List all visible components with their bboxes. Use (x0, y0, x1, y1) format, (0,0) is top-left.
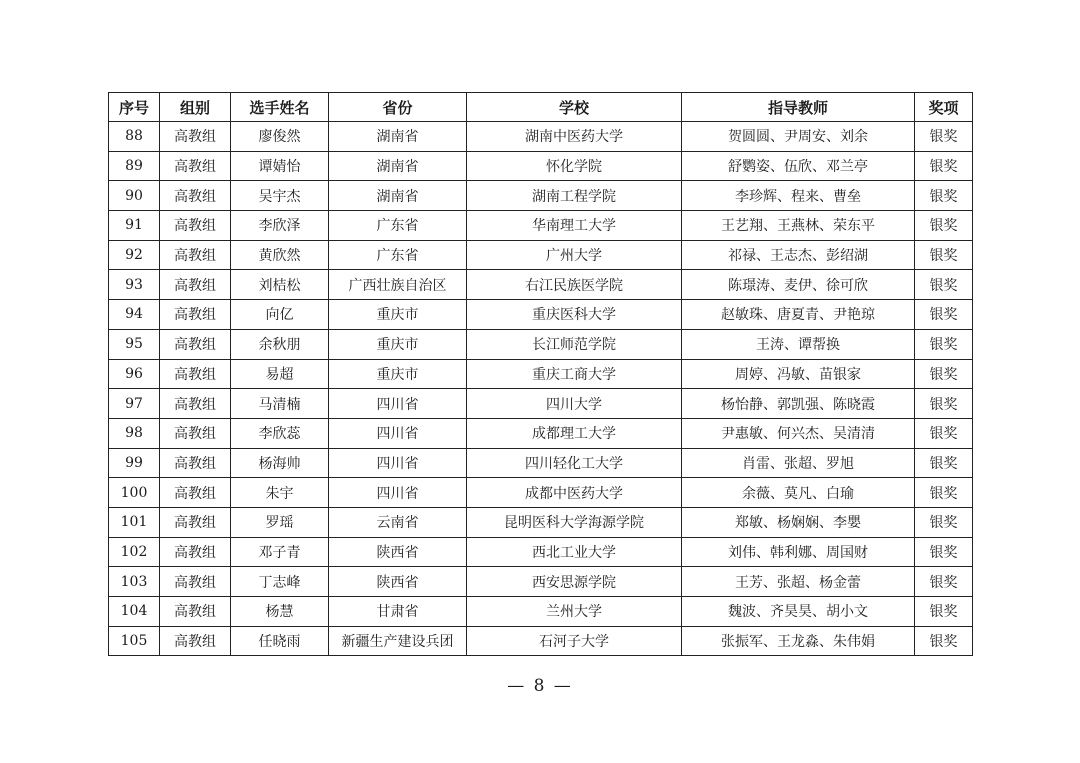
cell-name: 罗瑶 (231, 507, 329, 537)
cell-advisors: 王涛、谭帮换 (682, 329, 915, 359)
cell-name: 廖俊然 (231, 122, 329, 152)
cell-index: 101 (109, 507, 160, 537)
cell-province: 湖南省 (329, 122, 467, 152)
cell-index: 97 (109, 389, 160, 419)
cell-province: 四川省 (329, 389, 467, 419)
cell-advisors: 张振军、王龙淼、朱伟娟 (682, 626, 915, 656)
cell-name: 黄欣然 (231, 240, 329, 270)
cell-advisors: 郑敏、杨娴娴、李嬰 (682, 507, 915, 537)
cell-award: 银奖 (915, 567, 973, 597)
cell-advisors: 魏波、齐昊昊、胡小文 (682, 597, 915, 627)
cell-advisors: 刘伟、韩利娜、周国财 (682, 537, 915, 567)
cell-school: 西安思源学院 (467, 567, 682, 597)
cell-award: 银奖 (915, 478, 973, 508)
cell-province: 重庆市 (329, 300, 467, 330)
header-group: 组别 (160, 93, 231, 122)
cell-group: 高教组 (160, 151, 231, 181)
cell-index: 90 (109, 181, 160, 211)
cell-award: 银奖 (915, 418, 973, 448)
page-number: — 8 — (507, 676, 573, 696)
cell-award: 银奖 (915, 359, 973, 389)
cell-group: 高教组 (160, 329, 231, 359)
cell-index: 91 (109, 211, 160, 241)
cell-group: 高教组 (160, 448, 231, 478)
table-row (109, 270, 973, 300)
table-row (109, 181, 973, 211)
cell-name: 朱宇 (231, 478, 329, 508)
cell-index: 98 (109, 418, 160, 448)
cell-index: 99 (109, 448, 160, 478)
cell-school: 湖南工程学院 (467, 181, 682, 211)
cell-school: 长江师范学院 (467, 329, 682, 359)
cell-province: 四川省 (329, 418, 467, 448)
cell-advisors: 李珍辉、程来、曹垒 (682, 181, 915, 211)
table-row (109, 507, 973, 537)
cell-advisors: 肖雷、张超、罗旭 (682, 448, 915, 478)
cell-index: 105 (109, 626, 160, 656)
table-row (109, 448, 973, 478)
cell-award: 银奖 (915, 240, 973, 270)
cell-name: 马清楠 (231, 389, 329, 419)
cell-group: 高教组 (160, 478, 231, 508)
cell-province: 四川省 (329, 478, 467, 508)
cell-group: 高教组 (160, 300, 231, 330)
table-row (109, 300, 973, 330)
table-row (109, 151, 973, 181)
cell-advisors: 周婷、冯敏、苗银家 (682, 359, 915, 389)
header-advisors: 指导教师 (682, 93, 915, 122)
table-row (109, 418, 973, 448)
table-body (109, 122, 973, 656)
cell-award: 银奖 (915, 300, 973, 330)
table-row (109, 211, 973, 241)
cell-advisors: 余薇、莫凡、白瑜 (682, 478, 915, 508)
cell-award: 银奖 (915, 626, 973, 656)
cell-index: 104 (109, 597, 160, 627)
cell-province: 四川省 (329, 448, 467, 478)
cell-province: 广东省 (329, 240, 467, 270)
cell-advisors: 舒鹦姿、伍欣、邓兰亭 (682, 151, 915, 181)
cell-group: 高教组 (160, 122, 231, 152)
table-row (109, 478, 973, 508)
cell-index: 95 (109, 329, 160, 359)
cell-school: 广州大学 (467, 240, 682, 270)
cell-advisors: 杨怡静、郭凯强、陈晓霞 (682, 389, 915, 419)
cell-province: 广西壮族自治区 (329, 270, 467, 300)
cell-group: 高教组 (160, 567, 231, 597)
table-row (109, 240, 973, 270)
cell-group: 高教组 (160, 626, 231, 656)
cell-group: 高教组 (160, 181, 231, 211)
cell-school: 右江民族医学院 (467, 270, 682, 300)
cell-school: 西北工业大学 (467, 537, 682, 567)
cell-advisors: 祁禄、王志杰、彭绍湖 (682, 240, 915, 270)
cell-province: 陕西省 (329, 567, 467, 597)
cell-advisors: 赵敏珠、唐夏青、尹艳琼 (682, 300, 915, 330)
cell-group: 高教组 (160, 537, 231, 567)
cell-index: 94 (109, 300, 160, 330)
cell-province: 新疆生产建设兵团 (329, 626, 467, 656)
cell-province: 重庆市 (329, 359, 467, 389)
cell-school: 兰州大学 (467, 597, 682, 627)
cell-school: 湖南中医药大学 (467, 122, 682, 152)
cell-index: 103 (109, 567, 160, 597)
cell-name: 任晓雨 (231, 626, 329, 656)
cell-group: 高教组 (160, 597, 231, 627)
cell-name: 杨海帅 (231, 448, 329, 478)
cell-index: 89 (109, 151, 160, 181)
awards-table (108, 92, 973, 656)
header-name: 选手姓名 (231, 93, 329, 122)
cell-province: 陕西省 (329, 537, 467, 567)
header-index: 序号 (109, 93, 160, 122)
header-award: 奖项 (915, 93, 973, 122)
cell-name: 杨慧 (231, 597, 329, 627)
cell-award: 银奖 (915, 329, 973, 359)
table-row (109, 537, 973, 567)
cell-school: 重庆工商大学 (467, 359, 682, 389)
cell-province: 云南省 (329, 507, 467, 537)
cell-name: 丁志峰 (231, 567, 329, 597)
cell-award: 银奖 (915, 389, 973, 419)
cell-province: 湖南省 (329, 181, 467, 211)
cell-province: 重庆市 (329, 329, 467, 359)
cell-advisors: 王芳、张超、杨金蕾 (682, 567, 915, 597)
table-row (109, 567, 973, 597)
cell-school: 四川大学 (467, 389, 682, 419)
cell-name: 向亿 (231, 300, 329, 330)
table-row (109, 597, 973, 627)
table-row (109, 626, 973, 656)
cell-award: 银奖 (915, 211, 973, 241)
cell-school: 四川轻化工大学 (467, 448, 682, 478)
cell-school: 昆明医科大学海源学院 (467, 507, 682, 537)
cell-school: 成都中医药大学 (467, 478, 682, 508)
cell-award: 银奖 (915, 597, 973, 627)
cell-name: 邓子青 (231, 537, 329, 567)
table-row (109, 359, 973, 389)
cell-name: 李欣蕊 (231, 418, 329, 448)
cell-school: 怀化学院 (467, 151, 682, 181)
cell-province: 湖南省 (329, 151, 467, 181)
cell-advisors: 尹惠敏、何兴杰、吴清清 (682, 418, 915, 448)
cell-name: 李欣泽 (231, 211, 329, 241)
cell-group: 高教组 (160, 418, 231, 448)
cell-school: 华南理工大学 (467, 211, 682, 241)
cell-school: 重庆医科大学 (467, 300, 682, 330)
table-header-row (109, 93, 973, 122)
cell-name: 余秋朋 (231, 329, 329, 359)
cell-advisors: 王艺翔、王燕林、荣东平 (682, 211, 915, 241)
cell-group: 高教组 (160, 240, 231, 270)
cell-advisors: 陈璟涛、麦伊、徐可欣 (682, 270, 915, 300)
cell-index: 92 (109, 240, 160, 270)
cell-advisors: 贺圆圆、尹周安、刘余 (682, 122, 915, 152)
cell-award: 银奖 (915, 122, 973, 152)
cell-name: 谭婧怡 (231, 151, 329, 181)
table-row (109, 122, 973, 152)
cell-index: 102 (109, 537, 160, 567)
cell-index: 88 (109, 122, 160, 152)
cell-province: 广东省 (329, 211, 467, 241)
cell-index: 93 (109, 270, 160, 300)
cell-group: 高教组 (160, 389, 231, 419)
header-province: 省份 (329, 93, 467, 122)
cell-school: 石河子大学 (467, 626, 682, 656)
cell-school: 成都理工大学 (467, 418, 682, 448)
cell-award: 银奖 (915, 270, 973, 300)
cell-group: 高教组 (160, 270, 231, 300)
cell-name: 吴宇杰 (231, 181, 329, 211)
cell-award: 银奖 (915, 507, 973, 537)
cell-name: 易超 (231, 359, 329, 389)
cell-award: 银奖 (915, 151, 973, 181)
cell-award: 银奖 (915, 181, 973, 211)
cell-name: 刘桔松 (231, 270, 329, 300)
cell-index: 96 (109, 359, 160, 389)
table-row (109, 329, 973, 359)
cell-index: 100 (109, 478, 160, 508)
cell-award: 银奖 (915, 537, 973, 567)
cell-group: 高教组 (160, 211, 231, 241)
cell-province: 甘肃省 (329, 597, 467, 627)
header-school: 学校 (467, 93, 682, 122)
cell-award: 银奖 (915, 448, 973, 478)
table-row (109, 389, 973, 419)
cell-group: 高教组 (160, 507, 231, 537)
cell-group: 高教组 (160, 359, 231, 389)
